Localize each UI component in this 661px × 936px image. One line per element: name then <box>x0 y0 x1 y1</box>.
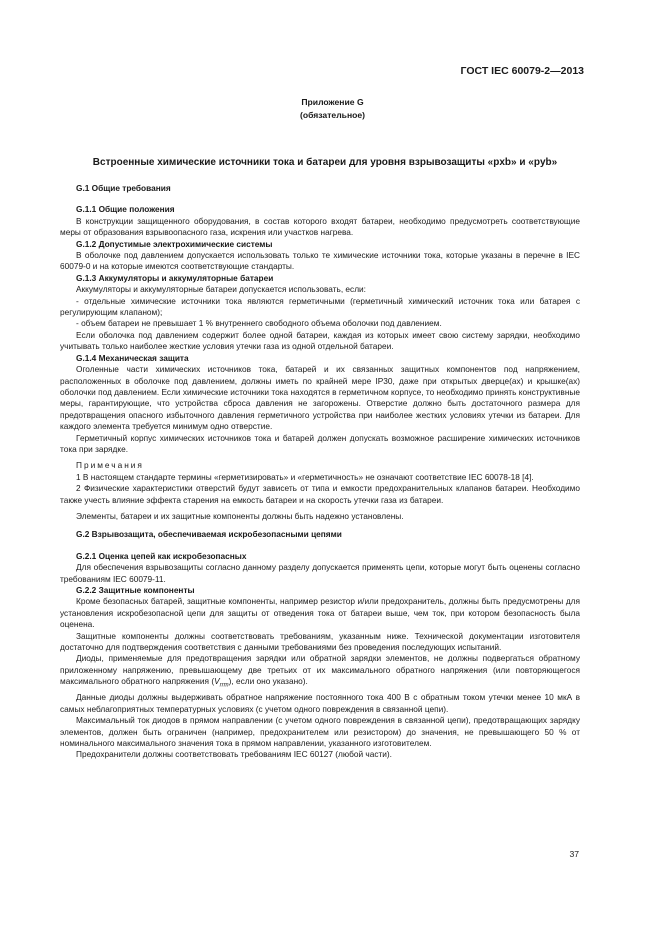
paragraph <box>60 653 580 692</box>
paragraph-text: Диоды, применяемые для предотвращения зарядки или обратной зарядки элементов, не должны подвергаться обратному приложенному напряжению, превышающему две третьих от их максимального обратного напряжения (или повторяющегося максимального обратного напряжения ( <box>60 653 580 687</box>
page-number: 37 <box>569 849 579 859</box>
note: 1 В настоящем стандарте термины «герметизировать» и «герметичность» не означают соответствие IEC 60078-18 [4]. <box>76 471 534 482</box>
section-heading-g1-1: G.1.1 Общие положения <box>76 204 175 215</box>
section-heading-g1-2: G.1.2 Допустимые электрохимические системы <box>76 238 273 249</box>
section-heading-g2: G.2 Взрывозащита, обеспечиваемая искробезопасными цепями <box>76 529 342 540</box>
annex-title: Приложение G <box>301 97 364 107</box>
section-heading-g2-1: G.2.1 Оценка цепей как искробезопасных <box>76 550 247 561</box>
document-code: ГОСТ IEC 60079-2—2013 <box>460 65 584 77</box>
paragraph: В конструкции защищенного оборудования, в состав которого входят батареи, необходимо предусмотреть соответствующие меры от образования взрывоопасного газа, искрения или участков нагрева. <box>60 215 580 238</box>
list-item: - отдельные химические источники тока являются герметичными (герметичный химический источник тока или батарея с регулирующим клапаном); <box>60 295 580 318</box>
paragraph: Кроме безопасных батарей, защитные компоненты, например резистор и/или предохранитель, должны быть предусмотрены для установления искробезопасной цепи для защиты от отведения тока от батареи выше, чем ток, при котором безопасность была оценена. <box>60 596 580 630</box>
paragraph: Предохранители должны соответствовать требованиям IEC 60127 (любой части). <box>76 749 392 760</box>
paragraph: Оголенные части химических источников тока, батарей и их связанных защитных компонентов под напряжением, расположенных в оболочке под давлением, должны иметь по крайней мере IP30, даже при открытых дверце(ах) и крышке(ах) оболочки под давлением. Если химические источники тока находятся в герметичном корпусе, то необходимо принять конструктивные меры, гарантирующие, что устройства сброса давления не загорожены. Отверстие должно быть достаточного размера для предотвращения опасного избыточного давления герметичного устройства при наиболее жестких условиях утечки из батареи. Для каждого элемента требуется минимум одно отверстие. <box>60 364 580 432</box>
note: 2 Физические характеристики отверстий будут зависеть от типа и емкости предохранительных клапанов батареи. Необходимо также учесть влияние эффекта старения на емкость батареи и на скорость утечки газа из батареи. <box>60 483 580 505</box>
paragraph: Максимальный ток диодов в прямом направлении (с учетом одного повреждения в связанной цепи), предотвращающих зарядку элементов, должен быть ограничен (например, предохранителем или резистором) до значения, не превышающего 50 % от номинального максимального значения тока в прямом направлении, указанного изготовителем. <box>60 715 580 748</box>
section-heading-g1-3: G.1.3 Аккумуляторы и аккумуляторные батареи <box>76 272 274 283</box>
paragraph: В оболочке под давлением допускается использовать только те химические источники тока, которые указаны в перечне в IEC 60079-0 и на которые имеются соответствующие стандарты. <box>60 250 580 272</box>
main-title: Встроенные химические источники тока и батареи для уровня взрывозащиты «pxb» и «pyb» <box>92 157 558 168</box>
paragraph: Данные диоды должны выдерживать обратное напряжение постоянного тока 400 В с обратным током утечки менее 10 мкА в самых неблагоприятных температурных условиях (с учетом одного повреждения в связанной цепи). <box>60 692 580 714</box>
section-heading-g2-2: G.2.2 Защитные компоненты <box>76 585 195 595</box>
paragraph: Герметичный корпус химических источников тока и батарей должен допускать возможное расширение химических источников тока при зарядке. <box>60 432 580 454</box>
paragraph: Элементы, батареи и их защитные компоненты должны быть надежно установлены. <box>76 510 404 521</box>
variable-v: V <box>214 676 220 687</box>
paragraph: Защитные компоненты должны соответствовать требованиям, указанным ниже. Технической документации изготовителя достаточно для подтверждения соответствия с данными требованиями без проведения последующих испытаний. <box>60 630 580 653</box>
section-heading-g1-4: G.1.4 Механическая защита <box>76 352 189 363</box>
annex-heading <box>0 96 661 122</box>
paragraph: Для обеспечения взрывозащиты согласно данному разделу допускается применять цепи, которые могут быть оценены согласно требованиям IEC 60079-11. <box>60 562 580 584</box>
notes-label: Примечания <box>76 460 144 471</box>
variable-subscript: rrm <box>219 682 229 689</box>
paragraph: Аккумуляторы и аккумуляторные батареи допускается использовать, если: <box>76 284 366 295</box>
paragraph-text: ), если оно указано). <box>228 676 308 687</box>
paragraph: Если оболочка под давлением содержит более одной батареи, каждая из которых имеет свою систему зарядки, необходимо учитывать только наиболее жесткие условия утечки газа из одной отдельной батареи. <box>60 329 580 352</box>
section-heading-g1: G.1 Общие требования <box>76 183 171 193</box>
list-item: - объем батареи не превышает 1 % внутреннего свободного объема оболочки под давлением. <box>76 318 442 329</box>
annex-type: (обязательное) <box>299 110 366 120</box>
document-body <box>60 183 580 761</box>
